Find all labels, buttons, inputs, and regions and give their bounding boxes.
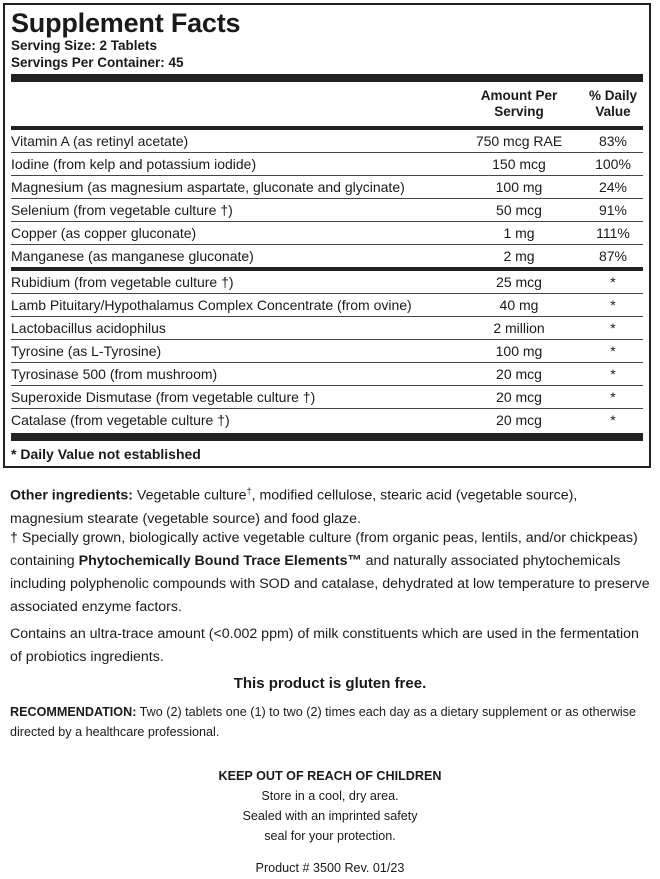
nutrient-amount: 20 mcg <box>496 389 542 405</box>
nutrient-amount: 40 mg <box>499 297 539 313</box>
nutrient-name: Selenium (from vegetable culture †) <box>11 202 233 218</box>
nutrient-row <box>11 340 643 362</box>
product-number: Product # 3500 Rev. 01/23 <box>255 861 405 875</box>
nutrient-name: Lamb Pituitary/Hypothalamus Complex Concentrate (from ovine) <box>11 297 412 313</box>
nutrient-row <box>11 199 643 221</box>
nutrient-daily-value: * <box>610 320 616 336</box>
nutrient-row <box>11 409 643 431</box>
nutrient-amount: 150 mcg <box>492 156 546 172</box>
trace-elements-trademark: Phytochemically Bound Trace Elements™ <box>78 553 362 569</box>
nutrient-daily-value: 24% <box>598 179 628 195</box>
nutrient-row <box>11 294 643 316</box>
nutrient-name: Rubidium (from vegetable culture †) <box>11 274 234 290</box>
facts-header-row <box>11 82 643 126</box>
nutrient-daily-value: 83% <box>598 133 628 149</box>
nutrient-name: Tyrosine (as L-Tyrosine) <box>11 343 162 359</box>
nutrient-name: Superoxide Dismutase (from vegetable culture †) <box>11 389 316 405</box>
nutrient-name: Lactobacillus acidophilus <box>11 320 166 336</box>
nutrient-row <box>11 222 643 244</box>
nutrient-amount: 1 mg <box>503 225 535 241</box>
nutrient-amount: 2 mg <box>503 248 535 264</box>
nutrient-name: Iodine (from kelp and potassium iodide) <box>11 156 257 172</box>
divider-thick <box>11 433 643 441</box>
nutrient-row <box>11 176 643 198</box>
amount-header: Amount Per Serving <box>480 88 558 119</box>
nutrient-amount: 750 mcg RAE <box>475 133 563 149</box>
nutrient-group-other <box>11 271 643 431</box>
nutrient-name: Copper (as copper gluconate) <box>11 225 197 241</box>
nutrient-name: Vitamin A (as retinyl acetate) <box>11 133 189 149</box>
daily-value-header: % Daily Value <box>588 88 638 119</box>
nutrient-name: Tyrosinase 500 (from mushroom) <box>11 366 218 382</box>
nutrient-daily-value: * <box>610 412 616 428</box>
nutrient-row <box>11 363 643 385</box>
nutrient-daily-value: * <box>610 274 616 290</box>
nutrient-name: Catalase (from vegetable culture †) <box>11 412 230 428</box>
other-ingredients-label: Other ingredients: <box>10 487 133 504</box>
nutrient-amount: 20 mcg <box>496 366 542 382</box>
nutrient-amount: 100 mg <box>495 343 543 359</box>
nutrient-amount: 2 million <box>493 320 545 336</box>
nutrient-daily-value: * <box>610 297 616 313</box>
facts-title: Supplement Facts <box>11 8 241 38</box>
nutrient-daily-value: * <box>610 366 616 382</box>
keep-out-title: KEEP OUT OF REACH OF CHILDREN <box>218 769 442 783</box>
divider-thick <box>11 74 643 82</box>
nutrient-amount: 25 mcg <box>496 274 542 290</box>
nutrient-daily-value: 111% <box>596 225 630 241</box>
servings-per-container: Servings Per Container: 45 <box>11 55 184 70</box>
nutrient-row <box>11 245 643 267</box>
nutrient-daily-value: * <box>610 389 616 405</box>
nutrient-daily-value: * <box>610 343 616 359</box>
nutrient-row <box>11 317 643 339</box>
serving-size: Serving Size: 2 Tablets <box>11 38 158 53</box>
nutrient-row <box>11 130 643 152</box>
milk-note: Contains an ultra-trace amount (<0.002 ppm) of milk constituents which are used in the fermentation of probiotics ingredients. <box>10 626 639 665</box>
nutrient-amount: 20 mcg <box>496 412 542 428</box>
nutrient-row <box>11 271 643 293</box>
nutrient-daily-value: 87% <box>598 248 628 264</box>
nutrient-group-vitamins-minerals <box>11 130 643 267</box>
nutrient-amount: 100 mg <box>495 179 543 195</box>
storage-warning: KEEP OUT OF REACH OF CHILDREN Store in a cool, dry area. Sealed with an imprinted safety seal for your protection. <box>0 766 660 846</box>
nutrient-name: Manganese (as manganese gluconate) <box>11 248 254 264</box>
specially-grown-note: † Specially grown, biologically active vegetable culture (from organic peas, lentils, and/or chickpeas) containing Phytochemically Bound Trace Elements™ and naturally associated phytochemicals including polyphenolic compounds with SOD and catalase, dehydrated at low temperature to preserve associated enzyme factors. <box>10 530 650 615</box>
gluten-free-statement: This product is gluten free. <box>233 675 427 692</box>
supplement-facts-panel <box>3 3 651 468</box>
other-ingredients: Other ingredients: Vegetable culture†, modified cellulose, stearic acid (vegetable source), magnesium stearate (vegetable source) and food glaze. <box>10 486 578 527</box>
nutrient-name: Magnesium (as magnesium aspartate, gluconate and glycinate) <box>11 179 405 195</box>
daily-value-footnote: * Daily Value not established <box>11 446 201 462</box>
nutrient-daily-value: 91% <box>598 202 628 218</box>
nutrient-daily-value: 100% <box>595 156 631 172</box>
recommendation-label: RECOMMENDATION: <box>10 705 137 719</box>
nutrient-row <box>11 386 643 408</box>
nutrient-row <box>11 153 643 175</box>
nutrient-amount: 50 mcg <box>496 202 542 218</box>
recommendation: RECOMMENDATION: Two (2) tablets one (1) to two (2) times each day as a dietary supplement or as otherwise directed by a healthcare professional. <box>10 705 636 739</box>
